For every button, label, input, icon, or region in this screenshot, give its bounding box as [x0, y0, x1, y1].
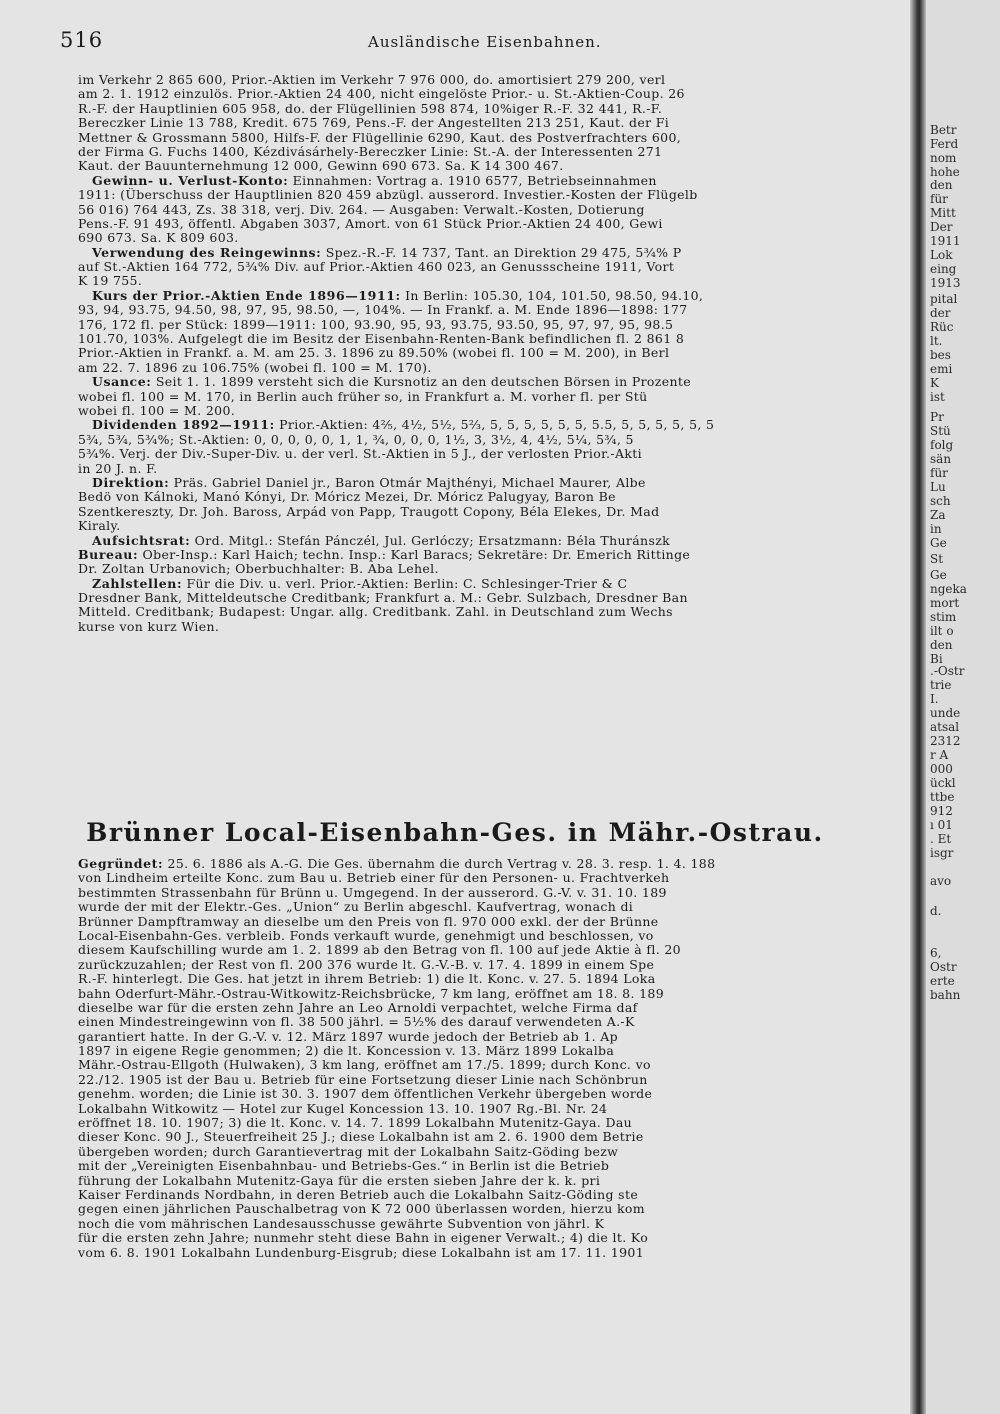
- text-line: [78, 1015, 878, 1029]
- text-line: [78, 447, 878, 461]
- line-text: im Verkehr 2 865 600, Prior.-Aktien im Verkehr 7 976 000, do. amortisiert 279 200, verl: [78, 73, 666, 87]
- text-line: [78, 1188, 878, 1202]
- line-text: Präs. Gabriel Daniel jr., Baron Otmár Majthényi, Michael Maurer, Albe: [169, 475, 646, 490]
- line-text: mit der „Vereinigten Eisenbahnbau- und Betriebs-Ges.“ in Berlin ist die Betrieb: [78, 1159, 610, 1174]
- line-text: 101.70, 103%. Aufgelegt die im Besitz der Eisenbahn-Renten-Bank befindlichen fl. 2 861 8: [78, 332, 685, 347]
- section-heading: Gewinn- u. Verlust-Konto:: [92, 173, 289, 188]
- line-text: Lokalbahn Witkowitz — Hotel zur Kugel Koncession 13. 10. 1907 Rg.-Bl. Nr. 24: [78, 1101, 608, 1116]
- line-text: am 22. 7. 1896 zu 106.75% (wobei fl. 100 = M. 170).: [78, 360, 432, 375]
- line-text: dieselbe war für die ersten zehn Jahre an Leo Arnoldi verpachtet, welche Firma daf: [78, 1000, 638, 1015]
- line-text: bahn Oderfurt-Mähr.-Ostrau-Witkowitz-Reichsbrücke, 7 km lang, eröffnet am 18. 8. 189: [78, 986, 665, 1001]
- text-line: [78, 174, 878, 188]
- line-text: Dr. Zoltan Urbanovich; Oberbuchhalter: B. Aba Lehel.: [78, 562, 439, 577]
- line-text: 5¾, 5¾, 5¾%; St.-Aktien: 0, 0, 0, 0, 0, 1, 1, ¾, 0, 0, 0, 1½, 3, 3½, 4, 4½, 5¼, 5¾, 5: [78, 432, 634, 447]
- adjacent-page-fragment: 000: [930, 762, 953, 776]
- text-line: [78, 375, 878, 389]
- text-line: [78, 303, 878, 317]
- line-text: einen Mindestreingewinn von fl. 38 500 jährl. = 5½% des darauf verwendeten A.-K: [78, 1015, 635, 1030]
- line-text: wurde der mit der Elektr.-Ges. „Union“ zu Berlin abgeschl. Kaufvertrag, wonach di: [78, 900, 634, 915]
- text-line: [78, 1159, 878, 1173]
- line-text: Für die Div. u. verl. Prior.-Aktien: Berlin: C. Schlesinger-Trier & C: [182, 576, 628, 591]
- text-line: [78, 915, 878, 929]
- adjacent-page-fragment: 6,: [930, 946, 942, 960]
- adjacent-page-fragment: den: [930, 178, 953, 192]
- line-text: 93, 94, 93.75, 94.50, 98, 97, 95, 98.50, —, 104%. — In Frankf. a. M. Ende 1896—1898: 177: [78, 303, 688, 318]
- line-text: in 20 J. n. F.: [78, 461, 158, 476]
- text-line: [78, 886, 878, 900]
- line-text: In Berlin: 105.30, 104, 101.50, 98.50, 94.10,: [400, 288, 704, 303]
- text-line: [78, 260, 878, 274]
- line-text: noch die vom mährischen Landesausschusse gewährte Subvention von jährl. K: [78, 1216, 605, 1231]
- line-text: 690 673. Sa. K 809 603.: [78, 231, 239, 246]
- adjacent-page-fragment: hohe: [930, 165, 960, 179]
- text-line: [78, 620, 878, 634]
- section-heading: Dividenden 1892—1911:: [92, 418, 275, 433]
- line-text: dieser Konc. 90 J., Steuerfreiheit 25 J.; diese Lokalbahn ist am 2. 6. 1900 dem Betrie: [78, 1130, 644, 1145]
- adjacent-page-fragment: Ge: [930, 536, 947, 550]
- text-line: [78, 1044, 878, 1058]
- adjacent-page-fragment: mort: [930, 596, 960, 610]
- text-line: [78, 433, 878, 447]
- line-text: Local-Eisenbahn-Ges. verbleib. Fonds verkauft wurde, genehmigt und beschlossen, vo: [78, 928, 654, 943]
- text-line: [78, 1231, 878, 1245]
- text-line: [78, 1217, 878, 1231]
- text-line: [78, 958, 878, 972]
- adjacent-page-fragment: .-Ostr: [930, 664, 965, 678]
- line-text: übergeben worden; durch Garantievertrag mit der Lokalbahn Saitz-Göding bezw: [78, 1144, 619, 1159]
- line-text: garantiert hatte. In der G.-V. v. 12. März 1897 wurde jedoch der Betrieb ab 1. Ap: [78, 1029, 619, 1044]
- text-line: [78, 274, 878, 288]
- adjacent-page-fragment: St: [930, 552, 944, 566]
- text-line: [78, 1130, 878, 1144]
- line-text: Prior.-Aktien: 4⅖, 4½, 5½, 5⅔, 5, 5, 5, 5, 5, 5, 5.5, 5, 5, 5, 5, 5, 5: [274, 418, 715, 433]
- adjacent-page-fragment: ist: [930, 390, 945, 404]
- adjacent-page-fragment: Betr: [930, 123, 957, 137]
- line-text: Kaiser Ferdinands Nordbahn, in deren Betrieb auch die Lokalbahn Saitz-Göding ste: [78, 1187, 639, 1202]
- text-line: [78, 404, 878, 418]
- text-line: [78, 159, 878, 173]
- text-line: [78, 1202, 878, 1216]
- line-text: 56 016) 764 443, Zs. 38 318, verj. Div. 264. — Ausgaben: Verwalt.-Kosten, Dotierung: [78, 202, 645, 217]
- adjacent-page-fragment: isgr: [930, 846, 954, 860]
- line-text: Seit 1. 1. 1899 versteht sich die Kursnotiz an den deutschen Börsen in Prozente: [151, 375, 691, 390]
- text-line: [78, 1058, 878, 1072]
- text-line: [78, 131, 878, 145]
- text-line: [78, 476, 878, 490]
- text-line: [78, 987, 878, 1001]
- adjacent-page-fragment: folg: [930, 438, 954, 452]
- line-text: vom 6. 8. 1901 Lokalbahn Lundenburg-Eisgrub; diese Lokalbahn ist am 17. 11. 1901: [78, 1245, 644, 1260]
- section-heading: Verwendung des Reingewinns:: [92, 245, 322, 260]
- line-text: Mettner & Grossmann 5800, Hilfs-F. der Flügellinie 6290, Kaut. des Postverfrachters 600,: [78, 130, 682, 145]
- line-text: der Firma G. Fuchs 1400, Kézdivásárhely-Bereczker Linie: St.-A. der Interessenten 271: [78, 144, 663, 159]
- adjacent-page-fragment: K: [930, 376, 939, 390]
- line-text: kurse von kurz Wien.: [78, 619, 220, 634]
- line-text: Einnahmen: Vortrag a. 1910 6577, Betriebseinnahmen: [288, 173, 657, 188]
- line-text: am 2. 1. 1912 einzulös. Prior.-Aktien 24 400, nicht eingelöste Prior.- u. St.-Aktien-Coup. 26: [78, 87, 685, 102]
- line-text: bestimmten Strassenbahn für Brünn u. Umgegend. In der ausserord. G.-V. v. 31. 10. 189: [78, 885, 667, 900]
- adjacent-page-fragment: ilt o: [930, 624, 954, 638]
- section-heading: Zahlstellen:: [92, 576, 183, 591]
- line-text: Ord. Mitgl.: Stefán Pánczél, Jul. Gerlóczy; Ersatzmann: Béla Thuránszk: [190, 533, 671, 548]
- line-text: Szentkereszty, Dr. Joh. Baross, Arpád von Papp, Traugott Copony, Béla Elekes, Dr. Mad: [78, 504, 660, 519]
- line-text: Kaut. der Bauunternehmung 12 000, Gewinn 690 673. Sa. K 14 300 467.: [78, 159, 564, 174]
- adjacent-page-fragment: den: [930, 638, 953, 652]
- adjacent-page-fragment: ückl: [930, 776, 956, 790]
- adjacent-page-fragment: pital: [930, 292, 958, 306]
- line-text: genehm. worden; die Linie ist 30. 3. 1907 dem öffentlichen Verkehr übergeben worde: [78, 1087, 653, 1102]
- adjacent-page-edge: [926, 0, 1000, 1414]
- adjacent-page-fragment: Lu: [930, 480, 946, 494]
- adjacent-page-fragment: für: [930, 466, 948, 480]
- text-line: [78, 1087, 878, 1101]
- continued-company-entry: [78, 73, 878, 798]
- adjacent-page-fragment: eing: [930, 262, 957, 276]
- adjacent-page-fragment: Stü: [930, 424, 951, 438]
- adjacent-page-fragment: für: [930, 192, 948, 206]
- adjacent-page-fragment: sch: [930, 494, 951, 508]
- adjacent-page-fragment: I.: [930, 692, 939, 706]
- line-text: K 19 755.: [78, 274, 143, 289]
- adjacent-page-fragment: ngeka: [930, 582, 967, 596]
- adjacent-page-fragment: stim: [930, 610, 957, 624]
- page-number: 516: [60, 28, 104, 52]
- line-text: Bedö von Kálnoki, Manó Kónyi, Dr. Móricz Mezei, Dr. Móricz Palugyay, Baron Be: [78, 490, 616, 505]
- adjacent-page-fragment: d.: [930, 904, 942, 918]
- text-line: [78, 462, 878, 476]
- text-line: [78, 145, 878, 159]
- text-line: [78, 188, 878, 202]
- adjacent-page-fragment: Ge: [930, 568, 947, 582]
- line-text: Brünner Dampftramway an dieselbe um den Preis von fl. 970 000 exkl. der der Brünne: [78, 914, 659, 929]
- running-head: Ausländische Eisenbahnen.: [368, 33, 602, 51]
- text-line: [78, 562, 878, 576]
- text-line: [78, 73, 878, 87]
- text-line: [78, 361, 878, 375]
- text-line: [78, 857, 878, 871]
- text-line: [78, 943, 878, 957]
- line-text: Mähr.-Ostrau-Ellgoth (Hulwaken), 3 km lang, eröffnet am 17./5. 1899; durch Konc. vo: [78, 1058, 651, 1073]
- text-line: [78, 534, 878, 548]
- adjacent-page-fragment: r A: [930, 748, 949, 762]
- line-text: gegen einen jährlichen Pauschalbetrag von K 72 000 überlassen worden, hierzu kom: [78, 1202, 645, 1217]
- line-text: zurückzuzahlen; der Rest von fl. 200 376 wurde lt. G.-V.-B. v. 17. 4. 1899 in einem Spe: [78, 957, 655, 972]
- company-entry-bruenner: [78, 857, 878, 1414]
- text-line: [78, 87, 878, 101]
- text-line: [78, 929, 878, 943]
- text-line: [78, 1246, 878, 1260]
- line-text: 25. 6. 1886 als A.-G. Die Ges. übernahm die durch Vertrag v. 28. 3. resp. 1. 4. 188: [163, 857, 716, 871]
- adjacent-page-fragment: . Et: [930, 832, 952, 846]
- text-line: [78, 900, 878, 914]
- line-text: Spez.-R.-F. 14 737, Tant. an Direktion 29 475, 5¾% P: [321, 245, 682, 260]
- section-heading: Bureau:: [78, 547, 139, 562]
- line-text: 22./12. 1905 ist der Bau u. Betrieb für eine Fortsetzung dieser Linie nach Schönbrun: [78, 1072, 648, 1087]
- line-text: diesem Kaufschilling wurde am 1. 2. 1899 ab den Betrag von fl. 100 auf jede Aktie à fl. 20: [78, 943, 681, 958]
- section-heading: Gegründet:: [78, 857, 164, 871]
- adjacent-page-fragment: lt.: [930, 334, 943, 348]
- adjacent-page-fragment: ttbe: [930, 790, 955, 804]
- adjacent-page-fragment: trie: [930, 678, 952, 692]
- line-text: R.-F. der Hauptlinien 605 958, do. der Flügellinien 598 874, 10%iger R.-F. 32 441, R.-F.: [78, 101, 663, 116]
- text-line: [78, 418, 878, 432]
- text-line: [78, 1174, 878, 1188]
- adjacent-page-fragment: Rüc: [930, 320, 954, 334]
- book-gutter: [910, 0, 926, 1414]
- line-text: Prior.-Aktien in Frankf. a. M. am 25. 3. 1896 zu 89.50% (wobei fl. 100 = M. 200), in Berl: [78, 346, 670, 361]
- text-line: [78, 217, 878, 231]
- section-heading: Kurs der Prior.-Aktien Ende 1896—1911:: [92, 288, 401, 303]
- text-line: [78, 1001, 878, 1015]
- line-text: Dresdner Bank, Mitteldeutsche Creditbank; Frankfurt a. M.: Gebr. Sulzbach, Dresdner Ban: [78, 591, 688, 606]
- text-line: [78, 519, 878, 533]
- text-line: [78, 1102, 878, 1116]
- company-title: Brünner Local-Eisenbahn-Ges. in Mähr.-Ostrau.: [86, 818, 824, 847]
- line-text: eröffnet 18. 10. 1907; 3) die lt. Konc. v. 14. 7. 1899 Lokalbahn Mutenitz-Gaya. Dau: [78, 1116, 633, 1131]
- line-text: Pens.-F. 91 493, öffentl. Abgaben 3037, Amort. von 61 Stück Prior.-Aktien 24 400, Gewi: [78, 216, 663, 231]
- section-heading: Aufsichtsrat:: [92, 533, 191, 548]
- line-text: 5¾%. Verj. der Div.-Super-Div. u. der verl. St.-Aktien in 5 J., der verlosten Prior.-Akti: [78, 447, 642, 462]
- text-line: [78, 332, 878, 346]
- text-line: [78, 289, 878, 303]
- line-text: für die ersten zehn Jahre; nunmehr steht diese Bahn in eigener Verwalt.; 4) die lt. Ko: [78, 1231, 649, 1246]
- text-line: [78, 390, 878, 404]
- adjacent-page-fragment: emi: [930, 362, 953, 376]
- adjacent-page-fragment: 912: [930, 804, 953, 818]
- adjacent-page-fragment: Ostr: [930, 960, 957, 974]
- text-line: [78, 346, 878, 360]
- adjacent-page-fragment: bes: [930, 348, 951, 362]
- adjacent-page-fragment: Lok: [930, 248, 953, 262]
- line-text: Kiraly.: [78, 519, 121, 534]
- text-line: [78, 577, 878, 591]
- adjacent-page-fragment: 2312: [930, 734, 961, 748]
- text-line: [78, 490, 878, 504]
- section-heading: Direktion:: [92, 475, 170, 490]
- line-text: führung der Lokalbahn Mutenitz-Gaya für die ersten sieben Jahre der k. k. pri: [78, 1173, 601, 1188]
- adjacent-page-fragment: sän: [930, 452, 952, 466]
- section-heading: Usance:: [92, 375, 152, 390]
- line-text: wobei fl. 100 = M. 170, in Berlin auch früher so, in Frankfurt a. M. vorher fl. per Stü: [78, 389, 648, 404]
- text-line: [78, 1145, 878, 1159]
- line-text: wobei fl. 100 = M. 200.: [78, 403, 236, 418]
- text-line: [78, 505, 878, 519]
- adjacent-page-fragment: Pr: [930, 410, 944, 424]
- adjacent-page-fragment: avo: [930, 874, 952, 888]
- line-text: Ober-Insp.: Karl Haich; techn. Insp.: Karl Baracs; Sekretäre: Dr. Emerich Rittinge: [138, 547, 691, 562]
- adjacent-page-fragment: in: [930, 522, 942, 536]
- adjacent-page-fragment: nom: [930, 151, 957, 165]
- line-text: auf St.-Aktien 164 772, 5¾% Div. auf Prior.-Aktien 460 023, an Genussscheine 1911, Vort: [78, 260, 675, 275]
- line-text: Mitteld. Creditbank; Budapest: Ungar. allg. Creditbank. Zahl. in Deutschland zum Wechs: [78, 605, 673, 620]
- text-line: [78, 231, 878, 245]
- adjacent-page-fragment: bahn: [930, 988, 961, 1002]
- line-text: 1911: (Überschuss der Hauptlinien 820 459 abzügl. ausserord. Investier.-Kosten der Flügelb: [78, 188, 698, 203]
- text-line: [78, 548, 878, 562]
- text-line: [78, 1116, 878, 1130]
- line-text: 1897 in eigene Regie genommen; 2) die lt. Koncession v. 13. März 1899 Lokalba: [78, 1044, 615, 1059]
- line-text: von Lindheim erteilte Konc. zum Bau u. Betrieb einer für den Personen- u. Frachtverkeh: [78, 871, 670, 886]
- adjacent-page-fragment: atsal: [930, 720, 960, 734]
- text-line: [78, 972, 878, 986]
- adjacent-page-fragment: Der: [930, 220, 953, 234]
- adjacent-page-fragment: unde: [930, 706, 961, 720]
- adjacent-page-fragment: 1913: [930, 276, 961, 290]
- text-line: [78, 605, 878, 619]
- text-line: [78, 203, 878, 217]
- text-line: [78, 871, 878, 885]
- line-text: 176, 172 fl. per Stück: 1899—1911: 100, 93.90, 95, 93, 93.75, 93.50, 95, 97, 97, 95, 98.5: [78, 317, 674, 332]
- adjacent-page-fragment: Mitt: [930, 206, 956, 220]
- adjacent-page-fragment: der: [930, 306, 951, 320]
- text-line: [78, 1030, 878, 1044]
- line-text: Bereczker Linie 13 788, Kredit. 675 769, Pens.-F. der Angestellten 213 251, Kaut. der Fi: [78, 116, 670, 131]
- adjacent-page-fragment: erte: [930, 974, 955, 988]
- adjacent-page-fragment: Bi: [930, 652, 943, 666]
- text-line: [78, 318, 878, 332]
- text-line: [78, 591, 878, 605]
- text-line: [78, 1073, 878, 1087]
- adjacent-page-fragment: ı 01: [930, 818, 953, 832]
- text-line: [78, 246, 878, 260]
- text-line: [78, 116, 878, 130]
- adjacent-page-fragment: Za: [930, 508, 946, 522]
- line-text: R.-F. hinterlegt. Die Ges. hat jetzt in ihrem Betrieb: 1) die lt. Konc. v. 27. 5. 1894 Loka: [78, 972, 656, 987]
- adjacent-page-fragment: 1911: [930, 234, 961, 248]
- text-line: [78, 102, 878, 116]
- adjacent-page-fragment: Ferd: [930, 137, 959, 151]
